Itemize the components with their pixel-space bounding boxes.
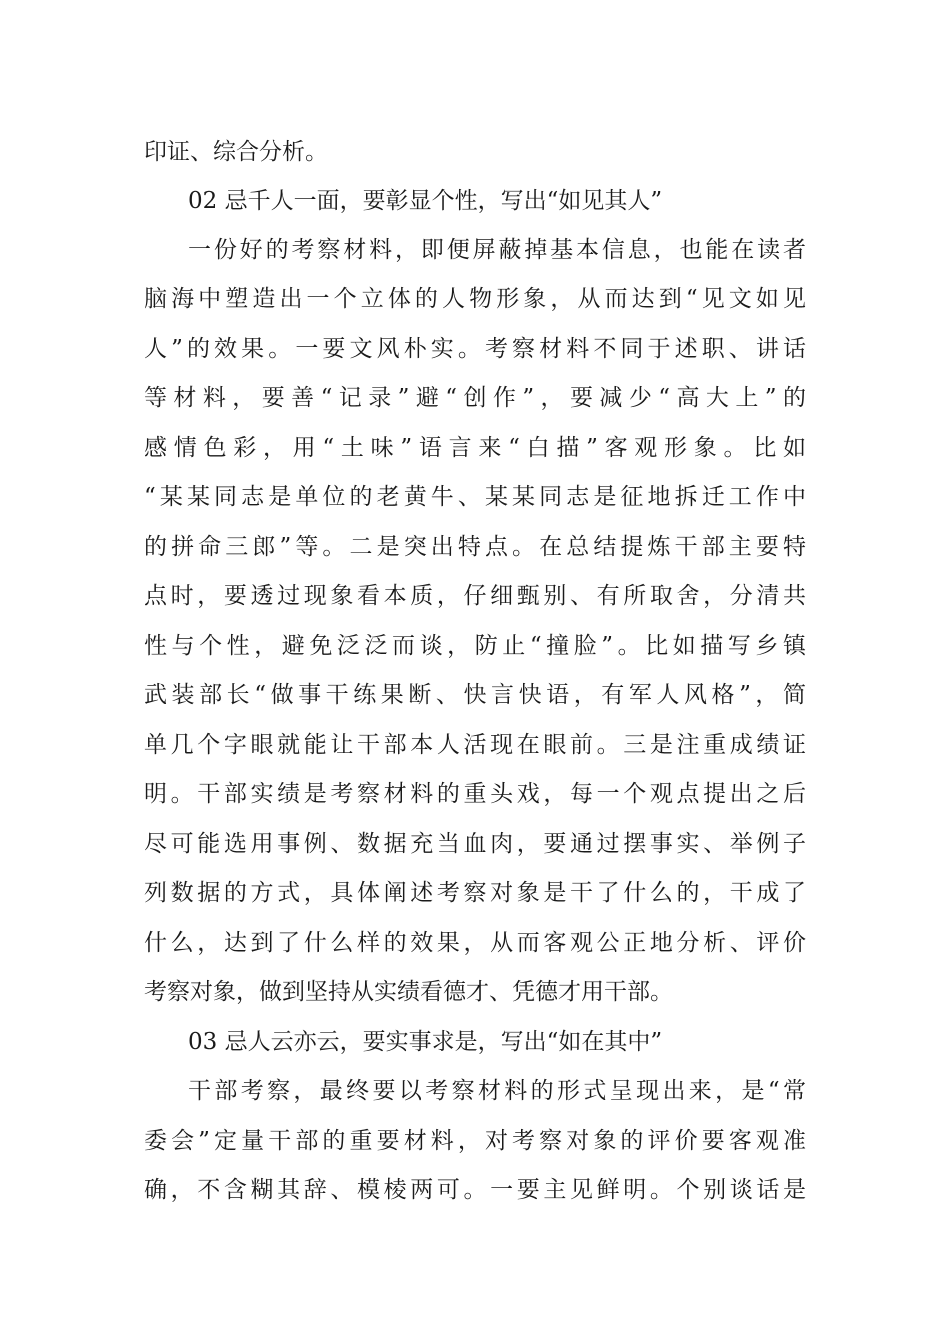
text-line: 尽可能选用事例、数据充当血肉，要通过摆事实、举例子 xyxy=(144,831,806,857)
text-line: 人”的效果。一要文风朴实。考察材料不同于述职、讲话 xyxy=(144,336,806,362)
text-line: 性与个性，避免泛泛而谈，防止“撞脸”。比如描写乡镇 xyxy=(144,633,806,659)
section-heading: 03 忌人云亦云，要实事求是，写出“如在其中” xyxy=(188,1029,663,1055)
text-line: “某某同志是单位的老黄牛、某某同志是征地拆迁工作中 xyxy=(144,484,806,510)
text-line: 什么，达到了什么样的效果，从而客观公正地分析、评价 xyxy=(144,930,806,956)
text-line: 点时，要透过现象看本质，仔细甄别、有所取舍，分清共 xyxy=(144,583,806,609)
text-line: 的拼命三郎”等。二是突出特点。在总结提炼干部主要特 xyxy=(144,534,806,560)
text-line: 列数据的方式，具体阐述考察对象是干了什么的，干成了 xyxy=(144,880,806,906)
text-line: 印证、综合分析。 xyxy=(144,139,328,165)
text-line: 明。干部实绩是考察材料的重头戏，每一个观点提出之后 xyxy=(144,781,806,807)
text-line: 干部考察，最终要以考察材料的形式呈现出来，是“常 xyxy=(188,1078,806,1104)
text-line: 确，不含糊其辞、模棱两可。一要主见鲜明。个别谈话是 xyxy=(144,1177,806,1203)
text-line: 脑海中塑造出一个立体的人物形象，从而达到“见文如见 xyxy=(144,286,806,312)
text-line: 一份好的考察材料，即便屏蔽掉基本信息，也能在读者 xyxy=(188,237,806,263)
text-line: 考察对象，做到坚持从实绩看德才、凭德才用干部。 xyxy=(144,979,673,1005)
text-line: 感情色彩，用“土味”语言来“白描”客观形象。比如 xyxy=(144,435,806,461)
section-heading: 02 忌千人一面，要彰显个性，写出“如见其人” xyxy=(188,188,663,214)
text-line: 等材料，要善“记录”避“创作”，要减少“高大上”的 xyxy=(144,385,806,411)
text-line: 单几个字眼就能让干部本人活现在眼前。三是注重成绩证 xyxy=(144,732,806,758)
text-line: 委会”定量干部的重要材料，对考察对象的评价要客观准 xyxy=(144,1128,806,1154)
text-line: 武装部长“做事干练果断、快言快语，有军人风格”，简 xyxy=(144,682,806,708)
